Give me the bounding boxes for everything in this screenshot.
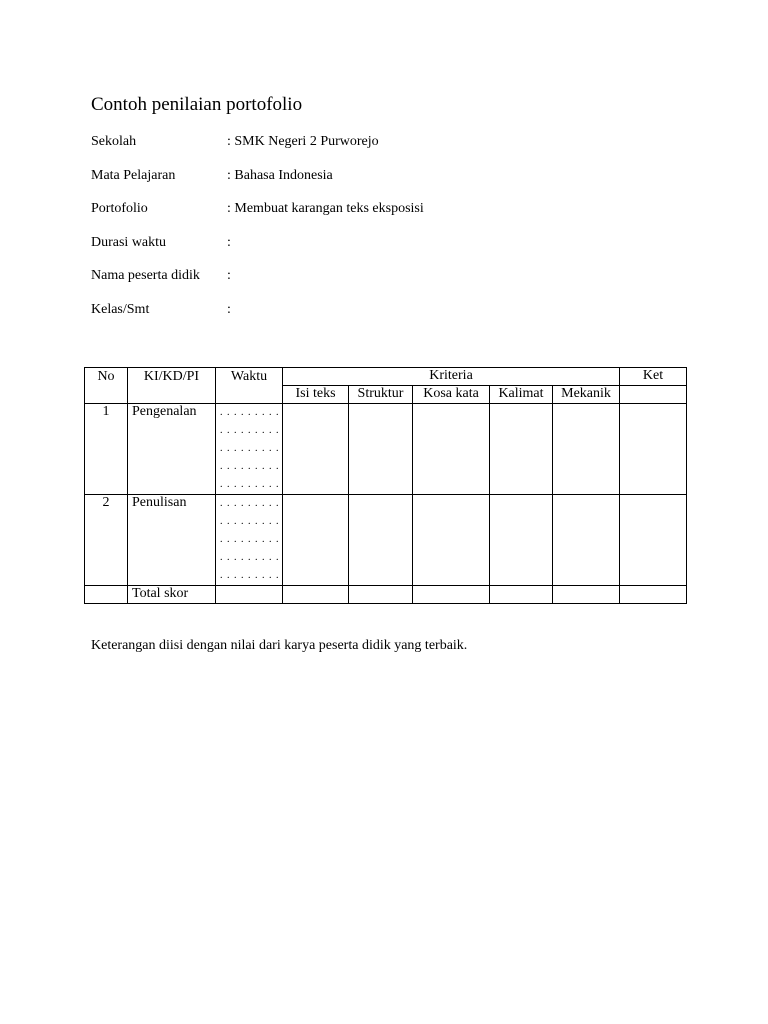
info-value: : Bahasa Indonesia	[227, 167, 333, 183]
dot-line: . . . . . . . . .	[220, 407, 280, 418]
assessment-table	[84, 367, 687, 604]
info-value: : Membuat karangan teks eksposisi	[227, 201, 424, 217]
page-title: Contoh penilaian portofolio	[91, 94, 303, 115]
score-cell	[349, 404, 413, 495]
total-cell	[490, 586, 553, 604]
header-ket: Ket	[620, 368, 687, 386]
table-total-row	[85, 586, 687, 604]
info-value: :	[227, 268, 231, 284]
dot-line: . . . . . . . . .	[220, 443, 280, 454]
waktu-dots	[216, 404, 283, 495]
total-cell	[553, 586, 620, 604]
info-value: :	[227, 234, 231, 250]
dot-line: . . . . . . . . .	[220, 570, 280, 581]
score-cell	[413, 495, 490, 586]
row-no: 1	[85, 404, 128, 495]
score-cell	[283, 404, 349, 495]
total-empty-cell	[85, 586, 128, 604]
info-label: Kelas/Smt	[91, 301, 150, 317]
info-block	[91, 133, 691, 335]
footnote: Keterangan diisi dengan nilai dari karya peserta didik yang terbaik.	[91, 638, 468, 653]
score-cell	[283, 495, 349, 586]
dot-line: . . . . . . . . .	[220, 498, 280, 509]
score-cell	[490, 495, 553, 586]
row-label: Penulisan	[128, 495, 216, 586]
total-cell	[413, 586, 490, 604]
info-label: Sekolah	[91, 134, 137, 149]
table-header-row	[85, 368, 687, 386]
ket-cell	[620, 404, 687, 495]
info-row-nama-peserta	[91, 267, 691, 301]
waktu-dots	[216, 495, 283, 586]
dot-line: . . . . . . . . .	[220, 461, 280, 472]
info-value: :	[227, 301, 231, 317]
info-row-mata-pelajaran	[91, 167, 691, 201]
criteria-struktur: Struktur	[349, 386, 413, 404]
header-kriteria: Kriteria	[283, 368, 620, 386]
info-label: Portofolio	[91, 201, 148, 217]
row-label: Pengenalan	[128, 404, 216, 495]
total-label: Total skor	[128, 586, 216, 604]
total-cell	[349, 586, 413, 604]
score-cell	[553, 495, 620, 586]
info-value: : SMK Negeri 2 Purworejo	[227, 134, 379, 149]
info-label: Mata Pelajaran	[91, 167, 176, 183]
score-cell	[349, 495, 413, 586]
header-waktu: Waktu	[216, 368, 283, 404]
score-cell	[553, 404, 620, 495]
ket-sub-cell	[620, 386, 687, 404]
dot-line: . . . . . . . . .	[220, 552, 280, 563]
row-no: 2	[85, 495, 128, 586]
header-no: No	[85, 368, 128, 404]
dot-line: . . . . . . . . .	[220, 479, 280, 490]
dot-line: . . . . . . . . .	[220, 516, 280, 527]
table-row	[85, 495, 687, 586]
info-row-durasi-waktu	[91, 234, 691, 268]
criteria-kalimat: Kalimat	[490, 386, 553, 404]
header-ki: KI/KD/PI	[128, 368, 216, 404]
score-cell	[490, 404, 553, 495]
total-cell	[620, 586, 687, 604]
criteria-mekanik: Mekanik	[553, 386, 620, 404]
ket-cell	[620, 495, 687, 586]
dot-line: . . . . . . . . .	[220, 534, 280, 545]
criteria-isi-teks: Isi teks	[283, 386, 349, 404]
score-cell	[413, 404, 490, 495]
info-label: Durasi waktu	[91, 234, 167, 250]
info-row-kelas-smt	[91, 301, 691, 335]
table-row	[85, 404, 687, 495]
info-label: Nama peserta didik	[91, 268, 200, 284]
info-row-portofolio	[91, 200, 691, 234]
total-cell	[216, 586, 283, 604]
dot-line: . . . . . . . . .	[220, 425, 280, 436]
total-cell	[283, 586, 349, 604]
criteria-kosa-kata: Kosa kata	[413, 386, 490, 404]
info-row-sekolah	[91, 133, 691, 167]
